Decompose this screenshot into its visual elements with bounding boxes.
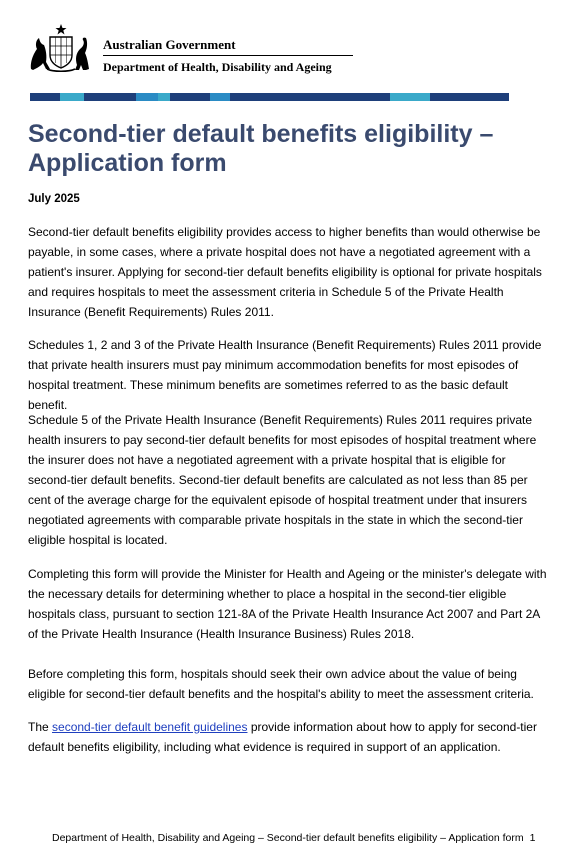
page-footer (52, 832, 535, 844)
color-bar-segment (136, 93, 158, 101)
guidelines-link[interactable]: second-tier default benefit guidelines (52, 720, 248, 734)
paragraph-schedules: Schedules 1, 2 and 3 of the Private Health Insurance (Benefit Requirements) Rules 2011 provide that private health insurers must pay minimum accommodation benefits for most episodes of hospital treatment. These minimum benefits are sometimes referred to as the basic default benefit. (28, 338, 542, 412)
document-date: July 2025 (28, 193, 80, 205)
color-bar-segment (84, 93, 136, 101)
page-title: Second-tier default benefits eligibility – Application form (28, 120, 494, 177)
paragraph-seek-advice: Before completing this form, hospitals should seek their own advice about the value of being eligible for second-tier default benefits and the hospital's ability to meet the assessment criteria. (28, 667, 534, 701)
guidelines-text-suffix: provide information about how to apply for second-tier default benefits eligibility, including what evidence is required in support of an application. (28, 720, 537, 754)
color-bar-segment (210, 93, 230, 101)
color-bar-segment (390, 93, 430, 101)
paragraph-completing-form: Completing this form will provide the Minister for Health and Ageing or the minister's delegate with the necessary details for determining whether to place a hospital in the second-tier eligible hospitals class, pursuant to section 121-8A of the Private Health Insurance Act 2007 and Part 2A of the Private Health Insurance (Health Insurance Business) Rules 2018. (28, 567, 547, 641)
paragraph-schedule-5: Schedule 5 of the Private Health Insurance (Benefit Requirements) Rules 2011 requires private health insurers to pay second-tier default benefits for most episodes of hospital treatment where the insurer does not have a negotiated agreement with a private hospital that is eligible for second-tier default benefits. Second-tier default benefits are calculated as not less than 85 per cent of the average charge for the equivalent episode of hospital treatment under that insurers negotiated agreements with comparable private hospitals in the state in which the second-tier eligible hospital is located. (28, 413, 537, 547)
color-bar-segment (230, 93, 390, 101)
guidelines-text-prefix: The (28, 720, 53, 734)
decorative-color-bar (30, 93, 509, 101)
color-bar-segment (430, 93, 509, 101)
color-bar-segment (170, 93, 210, 101)
commonwealth-coat-of-arms-icon (25, 23, 97, 73)
department-name: Department of Health, Disability and Ageing (103, 60, 332, 74)
footer-text: Department of Health, Disability and Ageing – Second-tier default benefits eligibility – Application form (52, 832, 524, 844)
paragraph-intro: Second-tier default benefits eligibility provides access to higher benefits than would otherwise be payable, in some cases, where a private hospital does not have a negotiated agreement with a patient's insurer. Applying for second-tier default benefits eligibility is optional for private hospitals and requires hospitals to meet the assessment criteria in Schedule 5 of the Private Health Insurance (Benefit Requirements) Rules 2011. (28, 225, 542, 319)
header-divider (103, 55, 353, 56)
government-name: Australian Government (103, 37, 236, 52)
color-bar-segment (158, 93, 170, 101)
paragraph-guidelines (28, 717, 550, 757)
page-number: 1 (529, 832, 536, 844)
color-bar-segment (30, 93, 60, 101)
color-bar-segment (60, 93, 84, 101)
